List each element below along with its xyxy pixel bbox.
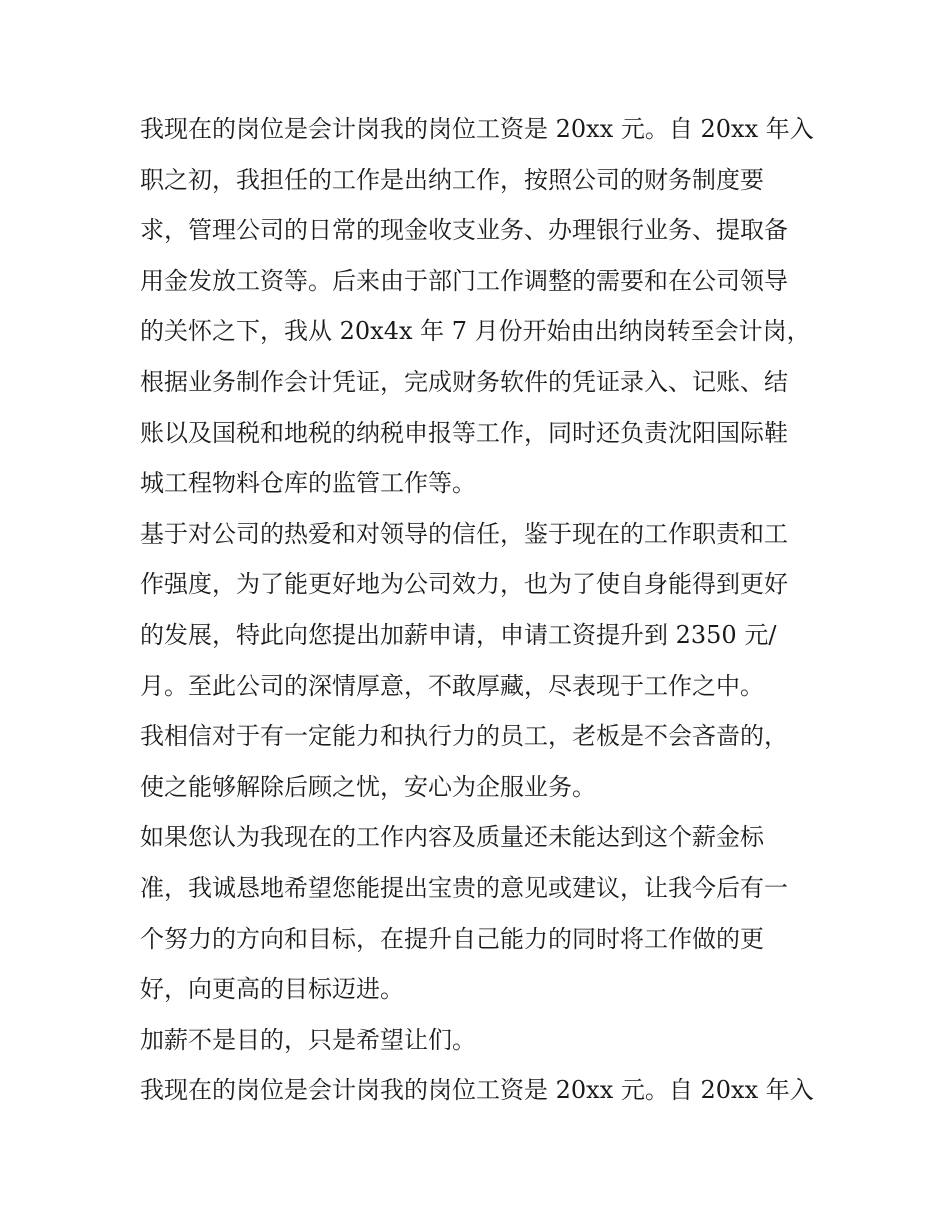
text-line: 求，管理公司的日常的现金收支业务、办理银行业务、提取备 [140,216,788,245]
text-line: 我相信对于有一定能力和执行力的员工，老板是不会吝啬的， [140,722,788,751]
text-line: 我现在的岗位是会计岗我的岗位工资是 20xx 元。自 20xx 年入 [140,115,814,143]
text-line: 用金发放工资等。后来由于部门工作调整的需要和在公司领导 [140,266,788,295]
text-line: 月。至此公司的深情厚意，不敢厚藏，尽表现于工作之中。 [140,671,764,700]
text-line: 城工程物料仓库的监管工作等。 [140,469,476,498]
text-line: 好，向更高的目标迈进。 [140,975,404,1004]
text-line: 的关怀之下，我从 20x4x 年 7 月份开始由出纳岗转至会计岗， [140,317,811,346]
text-line: 职之初，我担任的工作是出纳工作，按照公司的财务制度要 [140,165,764,194]
text-line: 如果您认为我现在的工作内容及质量还未能达到这个薪金标 [140,823,764,852]
text-line: 基于对公司的热爱和对领导的信任，鉴于现在的工作职责和工 [140,519,788,548]
text-line: 准，我诚恳地希望您能提出宝贵的意见或建议，让我今后有一 [140,873,788,902]
text-line: 我现在的岗位是会计岗我的岗位工资是 20xx 元。自 20xx 年入 [140,1076,814,1105]
text-line: 使之能够解除后顾之忧，安心为企服业务。 [140,772,596,801]
text-line: 个努力的方向和目标，在提升自己能力的同时将工作做的更 [140,924,764,953]
text-line: 账以及国税和地税的纳税申报等工作，同时还负责沈阳国际鞋 [140,418,788,447]
text-line: 的发展，特此向您提出加薪申请，申请工资提升到 2350 元/ [140,620,777,649]
text-line: 根据业务制作会计凭证，完成财务软件的凭证录入、记账、结 [140,367,788,396]
text-line: 加薪不是目的，只是希望让们。 [140,1025,476,1054]
text-line: 作强度，为了能更好地为公司效力，也为了使自身能得到更好 [140,570,788,599]
document-body [140,104,812,1116]
